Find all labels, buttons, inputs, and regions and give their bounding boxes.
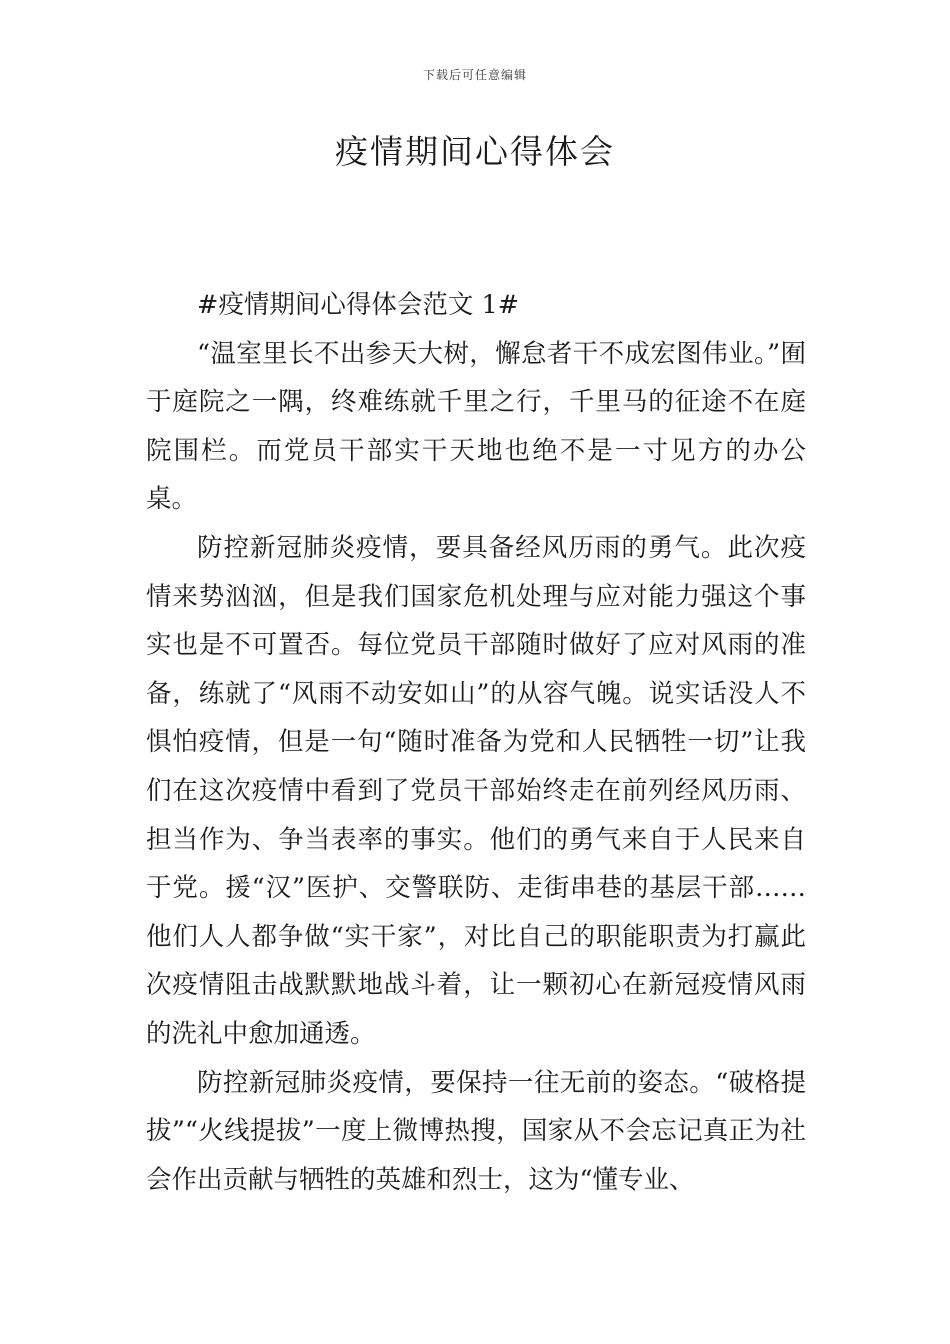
paragraph-3: 防控新冠肺炎疫情，要保持一往无前的姿态。“破格提拔”“火线提拔”一度上微博热搜，国家从不会忘记真正为社会作出贡献与牺牲的英雄和烈士，这为“懂专业、 bbox=[146, 1067, 806, 1195]
header-note: 下载后可任意编辑 bbox=[422, 68, 527, 82]
paragraph-1: “温室里长不出参天大树，懈怠者干不成宏图伟业。”囿于庭院之一隅，终难练就千里之行，千里马的征途不在庭院围栏。而党员干部实干天地也绝不是一寸见方的办公桌。 bbox=[146, 338, 806, 515]
paragraph-2: 防控新冠肺炎疫情，要具备经风历雨的勇气。此次疫情来势汹汹，但是我们国家危机处理与应对能力强这个事实也是不可置否。每位党员干部随时做好了应对风雨的准备，练就了“风雨不动安如山”的从容气魄。说实话没人不惧怕疫情，但是一句“随时准备为党和人民牺牲一切”让我们在这次疫情中看到了党员干部始终走在前列经风历雨、担当作为、争当表率的事实。他们的勇气来自于人民来自于党。援“汉”医护、交警联防、走街串巷的基层干部……他们人人都争做“实干家”，对比自己的职能职责为打赢此次疫情阻击战默默地战斗着，让一颗初心在新冠疫情风雨的洗礼中愈加通透。 bbox=[146, 532, 806, 1049]
document-body bbox=[146, 281, 806, 1204]
section-heading: #疫情期间心得体会范文 1# bbox=[197, 290, 520, 320]
document-title: 疫情期间心得体会 bbox=[335, 132, 615, 171]
